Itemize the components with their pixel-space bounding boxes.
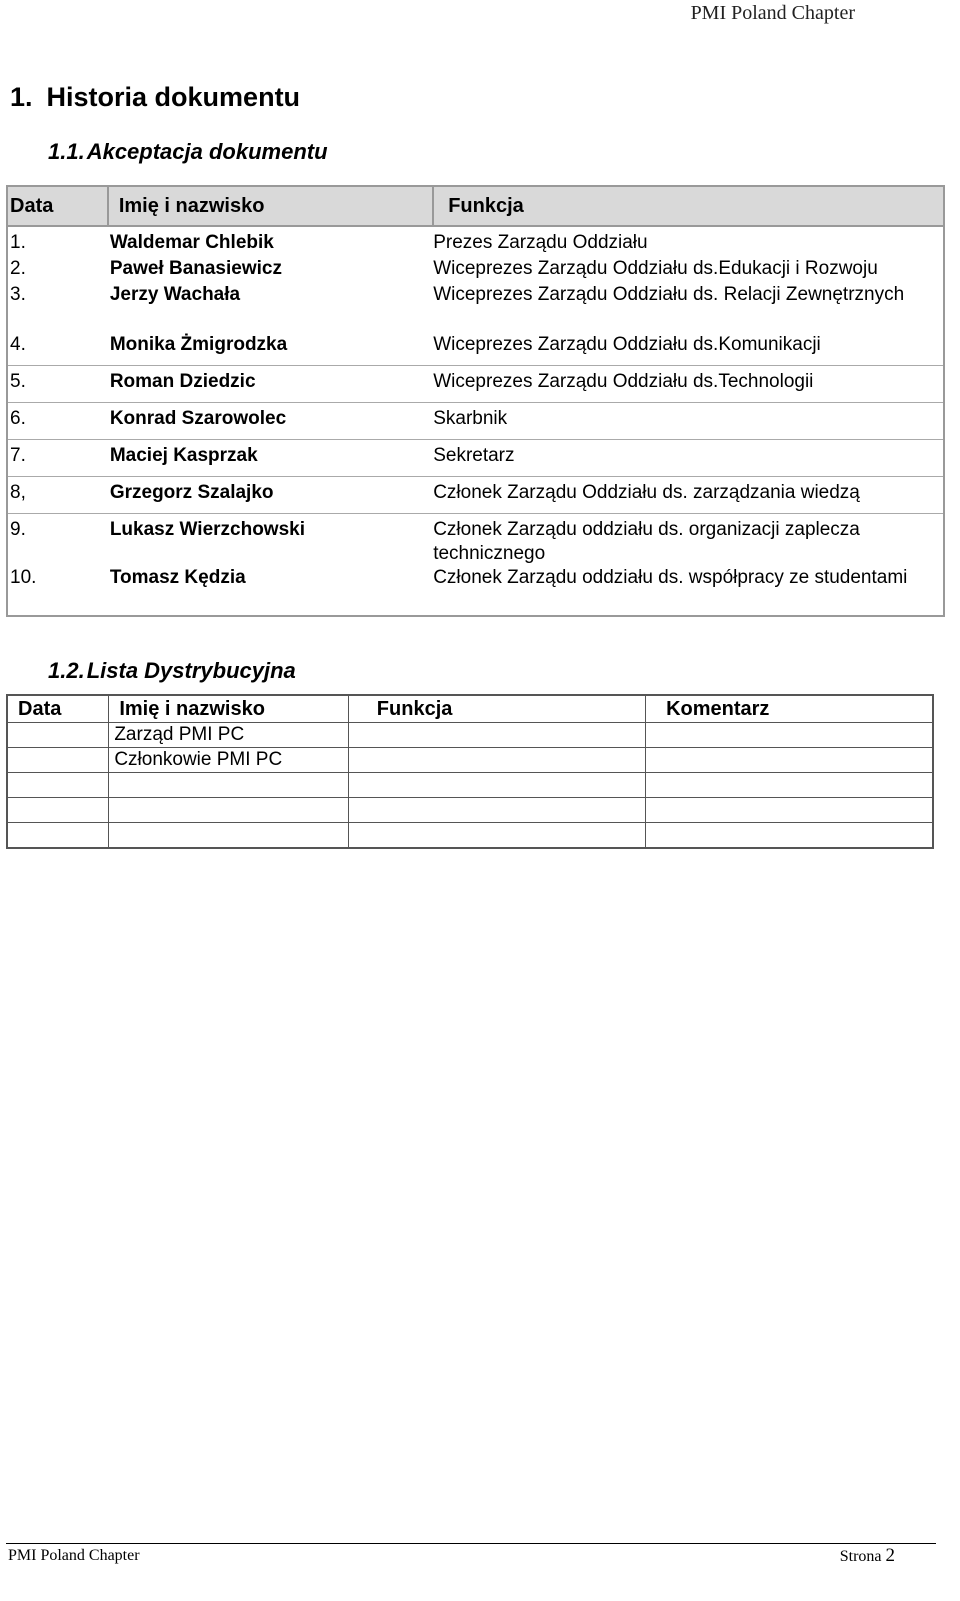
section-heading-history	[10, 82, 300, 113]
table-row	[7, 748, 933, 773]
page-number: 2	[885, 1545, 895, 1566]
row-function: Członek Zarządu oddziału ds. organizacji zaplecza technicznego	[433, 513, 944, 566]
cell-function	[348, 723, 645, 748]
footer-divider	[6, 1543, 936, 1544]
table-row	[7, 402, 944, 439]
row-number: 9.	[7, 513, 108, 566]
cell-date	[7, 798, 109, 823]
cell-comment	[646, 773, 933, 798]
cell-date	[7, 823, 109, 849]
row-number: 1.	[7, 226, 108, 257]
table-row	[7, 257, 944, 283]
row-name: Lukasz Wierzchowski	[109, 518, 305, 540]
table-row	[7, 798, 933, 823]
cell-function	[348, 823, 645, 849]
column-header-function: Funkcja	[433, 186, 944, 226]
table-header-row	[7, 186, 944, 226]
subsection-number: 1.2.	[48, 658, 85, 683]
acceptance-table	[6, 185, 945, 617]
table-row	[7, 723, 933, 748]
cell-name: Zarząd PMI PC	[109, 723, 348, 748]
row-name: Roman Dziedzic	[108, 365, 433, 402]
row-function: Prezes Zarządu Oddziału	[433, 226, 944, 257]
cell-comment	[646, 823, 933, 849]
subsection-heading-distribution	[48, 658, 296, 684]
row-function: Skarbnik	[433, 402, 944, 439]
column-header-date: Data	[7, 186, 108, 226]
table-row	[7, 773, 933, 798]
section-number: 1.	[10, 82, 33, 112]
column-header-name: Imię i nazwisko	[108, 186, 433, 226]
cell-name	[109, 823, 348, 849]
subsection-title: Akceptacja dokumentu	[86, 139, 328, 164]
row-number: 7.	[7, 439, 108, 476]
column-header-comment: Komentarz	[646, 695, 933, 723]
section-title: Historia dokumentu	[46, 82, 301, 112]
cell-comment	[646, 723, 933, 748]
row-function: Wiceprezes Zarządu Oddziału ds. Relacji Zewnętrznych	[433, 283, 944, 333]
row-name: Konrad Szarowolec	[108, 402, 433, 439]
footer-chapter-name: PMI Poland Chapter	[8, 1547, 140, 1564]
cell-function	[348, 798, 645, 823]
row-name: Jerzy Wachała	[109, 284, 241, 305]
column-header-date: Data	[7, 695, 109, 723]
row-name: Grzegorz Szalajko	[108, 476, 433, 513]
row-function: Wiceprezes Zarządu Oddziału ds.Edukacji i Rozwoju	[433, 257, 944, 283]
row-function: Członek Zarządu Oddziału ds. zarządzania wiedzą	[433, 476, 944, 513]
table-row	[7, 439, 944, 476]
distribution-table	[6, 694, 934, 849]
row-function: Członek Zarządu oddziału ds. współpracy ze studentami	[433, 566, 944, 616]
cell-date	[7, 773, 109, 798]
row-name: Waldemar Chlebik	[109, 232, 274, 253]
cell-name	[109, 773, 348, 798]
page-label: Strona	[839, 1548, 882, 1565]
cell-function	[348, 748, 645, 773]
table-row	[7, 365, 944, 402]
row-number: 8,	[7, 476, 108, 513]
cell-date	[7, 748, 109, 773]
row-number: 4.	[7, 333, 108, 365]
row-function: Wiceprezes Zarządu Oddziału ds.Komunikacji	[433, 333, 944, 365]
table-header-row	[7, 695, 933, 723]
table-row	[7, 333, 944, 365]
row-number: 3.	[7, 283, 108, 333]
row-name: Monika Żmigrodzka	[108, 333, 433, 365]
table-row	[7, 513, 944, 566]
row-number: 6.	[7, 402, 108, 439]
row-number: 5.	[7, 365, 108, 402]
subsection-number: 1.1.	[48, 139, 85, 164]
cell-comment	[646, 748, 933, 773]
table-row	[7, 566, 944, 616]
subsection-heading-acceptance	[48, 139, 328, 165]
row-name: Paweł Banasiewicz	[109, 258, 282, 279]
subsection-title: Lista Dystrybucyjna	[86, 658, 296, 683]
cell-name: Członkowie PMI PC	[109, 748, 348, 773]
row-number: 10.	[7, 566, 108, 616]
table-row	[7, 226, 944, 257]
table-row	[7, 283, 944, 333]
column-header-function: Funkcja	[348, 695, 645, 723]
footer-page-indicator	[840, 1545, 895, 1567]
cell-function	[348, 773, 645, 798]
column-header-name: Imię i nazwisko	[109, 695, 348, 723]
row-function: Wiceprezes Zarządu Oddziału ds.Technologii	[433, 365, 944, 402]
cell-date	[7, 723, 109, 748]
row-name: Maciej Kasprzak	[108, 439, 433, 476]
header-chapter-name: PMI Poland Chapter	[690, 2, 855, 24]
cell-name	[109, 798, 348, 823]
table-row	[7, 476, 944, 513]
row-name: Tomasz Kędzia	[108, 566, 433, 616]
table-row	[7, 823, 933, 849]
row-function: Sekretarz	[433, 439, 944, 476]
row-number: 2.	[7, 257, 108, 283]
cell-comment	[646, 798, 933, 823]
